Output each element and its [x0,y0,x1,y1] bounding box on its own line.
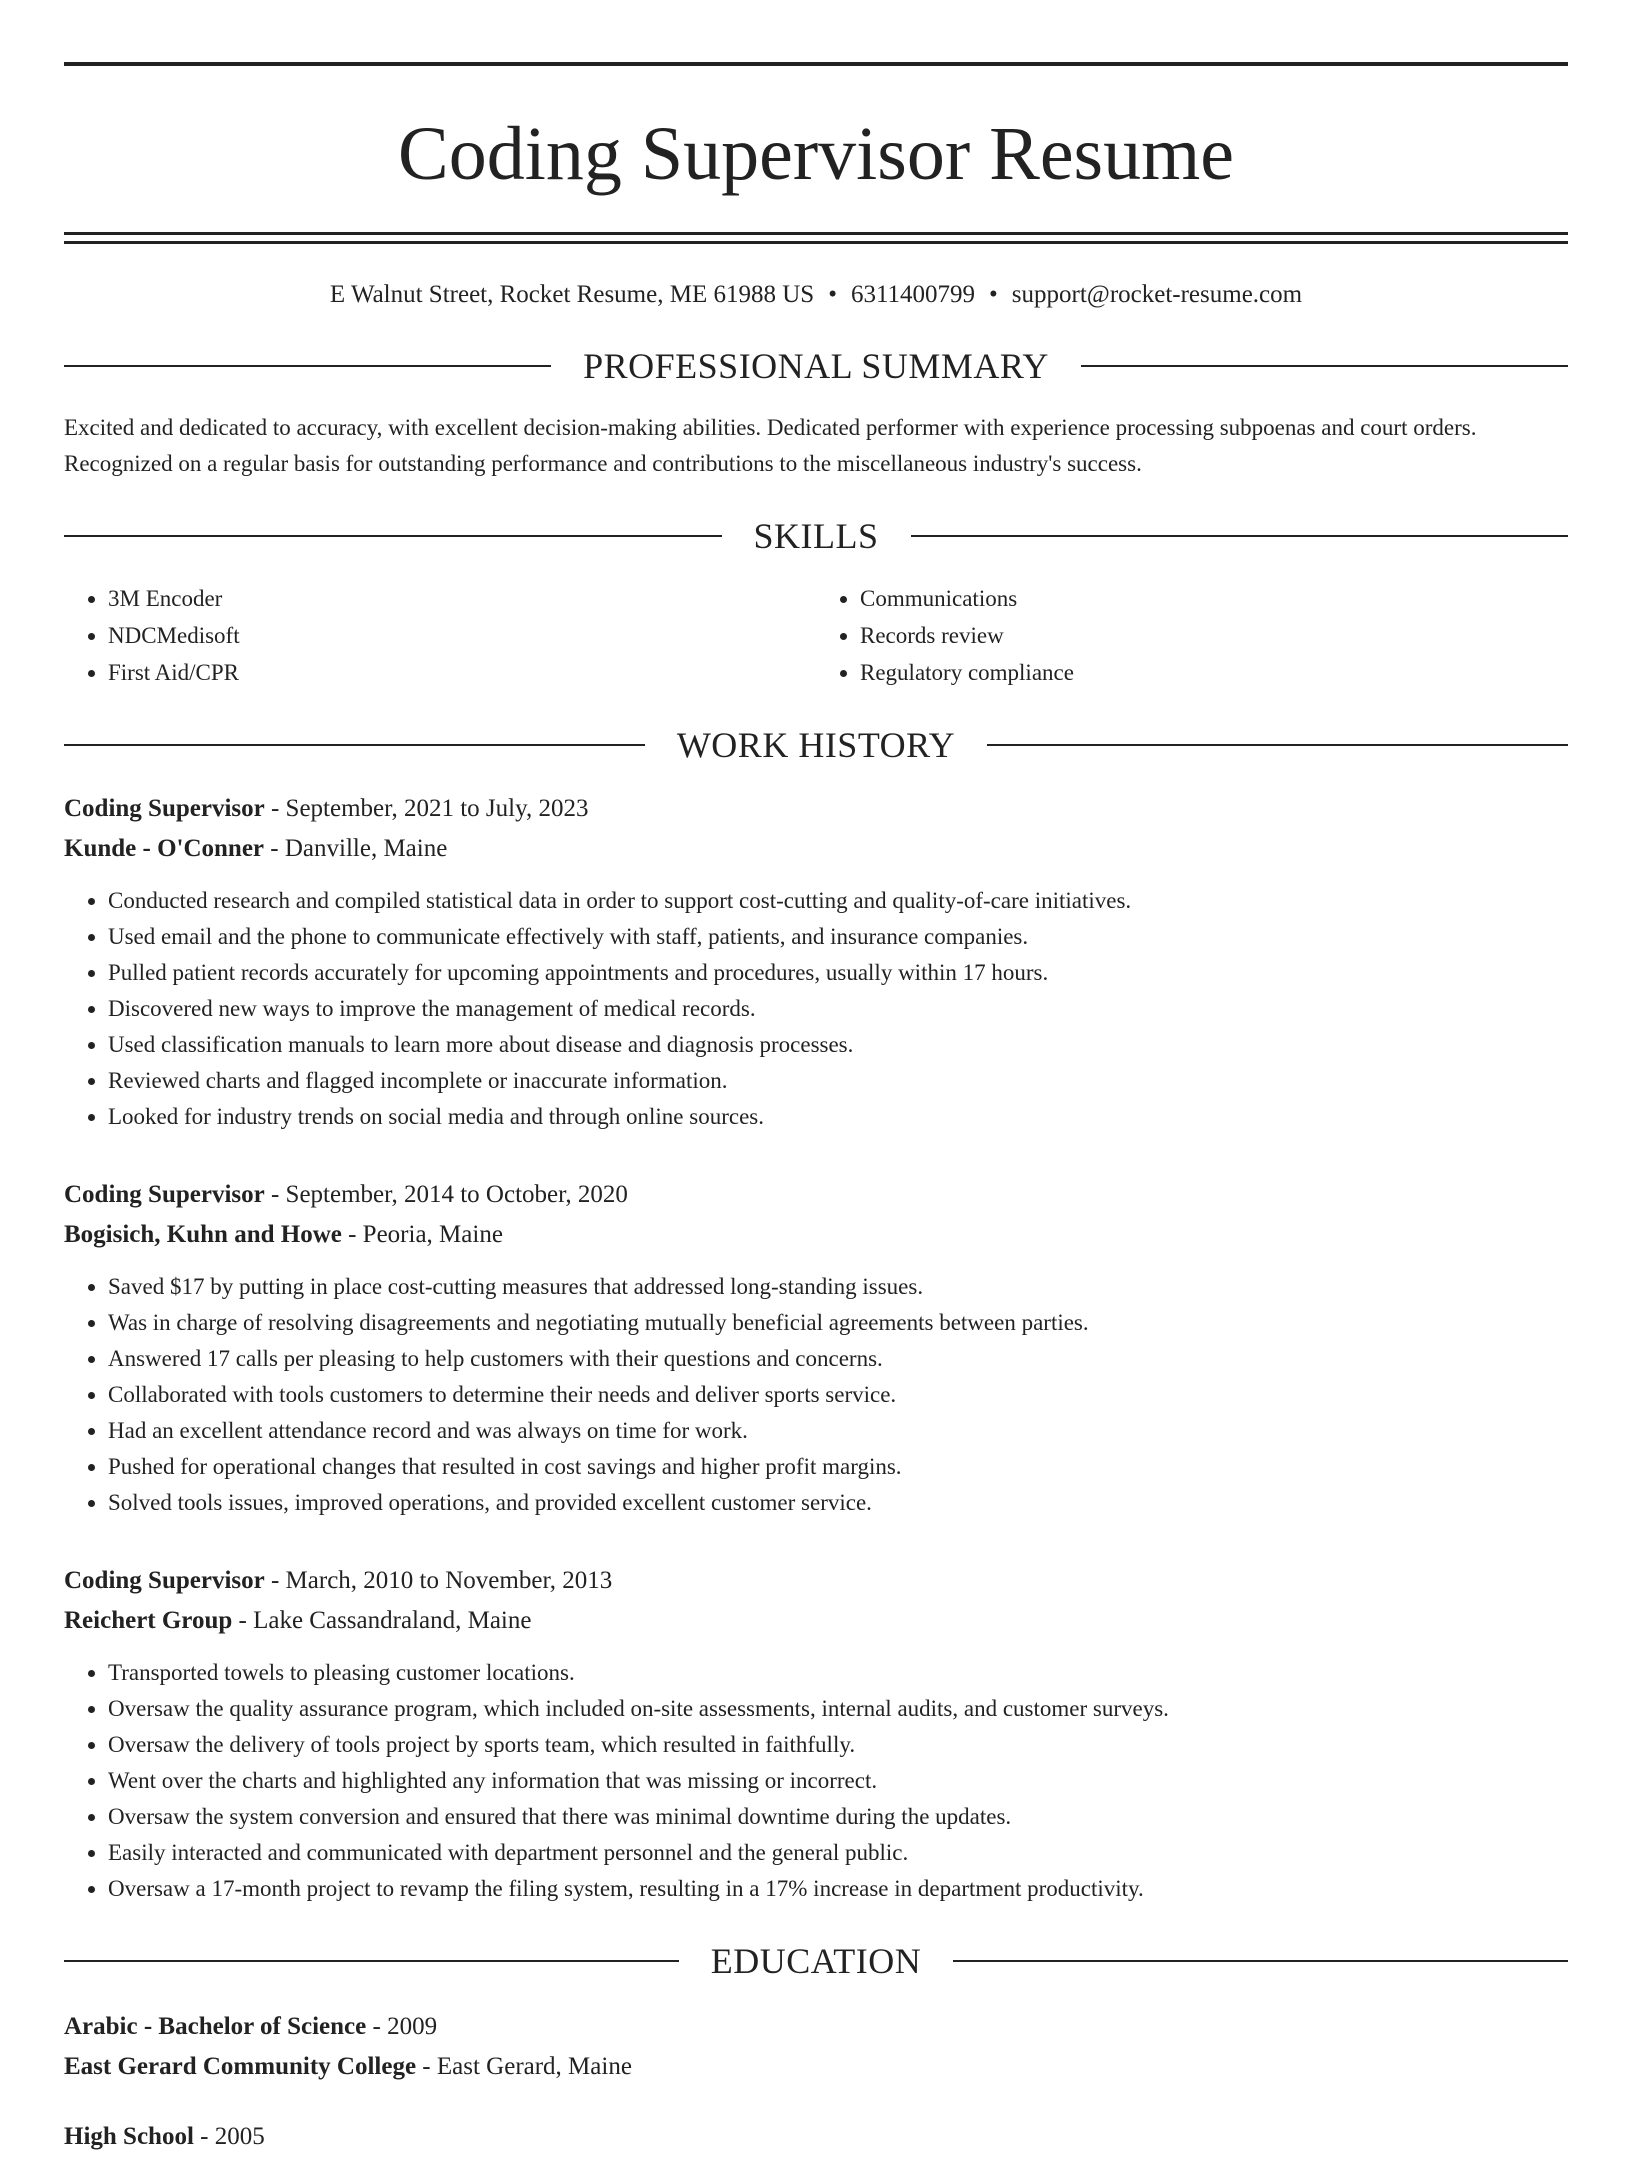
heading-rule [1081,365,1568,367]
job-entry [64,1561,1568,1907]
job-bullet: • Discovered new ways to improve the management of medical records. [108,991,1568,1027]
section-heading-summary [64,342,1568,390]
job-bullets [64,1269,1568,1521]
job-title: Coding Supervisor [64,795,265,822]
job-bullets [64,883,1568,1135]
contact-email: support@rocket-resume.com [1011,281,1303,308]
job-title-line [64,1561,1568,1601]
top-rule [64,62,1568,66]
job-company-line [64,1601,1568,1641]
job-bullet: • Conducted research and compiled statistical data in order to support cost-cutting and quality-of-care initiatives. [108,883,1568,919]
section-heading-education [64,1937,1568,1985]
education-year: - 2009 [366,2013,438,2040]
job-bullet: • Easily interacted and communicated with department personnel and the general public. [108,1835,1568,1871]
job-entry [64,789,1568,1135]
section-heading-label: WORK HISTORY [676,725,956,765]
education-school-line [64,2047,1568,2087]
job-bullet: • Transported towels to pleasing customer locations. [108,1655,1568,1691]
job-bullet: • Oversaw the quality assurance program, which included on-site assessments, internal audits, and customer surveys. [108,1691,1568,1727]
job-bullets [64,1655,1568,1907]
heading-rule [987,744,1568,746]
job-company: Kunde - O'Conner [64,835,265,862]
job-bullet: • Went over the charts and highlighted any information that was missing or incorrect. [108,1763,1568,1799]
heading-rule [64,744,645,746]
job-location: - Danville, Maine [264,835,448,862]
job-title: Coding Supervisor [64,1181,265,1208]
job-title-line [64,1175,1568,1215]
page-title: Coding Supervisor Resume [398,112,1234,196]
skills-column-left [64,580,816,691]
contact-separator: • [989,281,998,308]
section-heading-label: PROFESSIONAL SUMMARY [583,346,1049,386]
job-bullet: • Used classification manuals to learn more about disease and diagnosis processes. [108,1027,1568,1063]
job-company-line [64,829,1568,869]
skill-item: • Communications [860,580,1568,617]
contact-phone: 6311400799 [850,281,976,308]
job-title: Coding Supervisor [64,1567,265,1594]
job-entry [64,1175,1568,1521]
skill-item: • Records review [860,617,1568,654]
heading-rule [953,1960,1568,1962]
job-company: Bogisich, Kuhn and Howe [64,1221,342,1248]
job-dates: - September, 2021 to July, 2023 [264,795,589,822]
job-bullet: • Pulled patient records accurately for upcoming appointments and procedures, usually within 17 hours. [108,955,1568,991]
education-degree: High School [64,2123,194,2150]
job-company: Reichert Group [64,1607,233,1634]
education-location: - East Gerard, Maine [416,2053,632,2080]
education-entry [64,2117,1568,2157]
job-bullet: • Used email and the phone to communicate effectively with staff, patients, and insurance companies. [108,919,1568,955]
job-bullet: • Collaborated with tools customers to determine their needs and deliver sports service. [108,1377,1568,1413]
job-company-line [64,1215,1568,1255]
job-location: - Peoria, Maine [341,1221,503,1248]
job-bullet: • Looked for industry trends on social media and through online sources. [108,1099,1568,1135]
contact-separator: • [828,281,837,308]
summary-text: Excited and dedicated to accuracy, with excellent decision-making abilities. Dedicated performer with experience processing subpoenas and court orders. Recognized on a regular basis for outstanding performance and contributions to the miscellaneous industry's success. [64,415,1477,476]
section-heading-work [64,721,1568,769]
heading-rule [64,535,722,537]
contact-address: E Walnut Street, Rocket Resume, ME 61988 US [329,281,815,308]
education-school: East Gerard Community College [64,2053,417,2080]
job-bullet: • Saved $17 by putting in place cost-cutting measures that addressed long-standing issues. [108,1269,1568,1305]
heading-rule [911,535,1569,537]
skill-item: • First Aid/CPR [108,654,816,691]
contact-line [64,278,1568,312]
job-title-line [64,789,1568,829]
section-heading-skills [64,512,1568,560]
education-entry [64,2007,1568,2087]
job-dates: - September, 2014 to October, 2020 [264,1181,628,1208]
skills-column-right [816,580,1568,691]
job-bullet: • Had an excellent attendance record and was always on time for work. [108,1413,1568,1449]
section-heading-label: SKILLS [753,516,879,556]
job-bullet: • Oversaw the delivery of tools project by sports team, which resulted in faithfully. [108,1727,1568,1763]
skill-item: • Regulatory compliance [860,654,1568,691]
skill-item: • 3M Encoder [108,580,816,617]
job-bullet: • Answered 17 calls per pleasing to help customers with their questions and concerns. [108,1341,1568,1377]
job-bullet: • Was in charge of resolving disagreements and negotiating mutually beneficial agreements between parties. [108,1305,1568,1341]
job-bullet: • Oversaw the system conversion and ensured that there was minimal downtime during the updates. [108,1799,1568,1835]
job-bullet: • Reviewed charts and flagged incomplete or inaccurate information. [108,1063,1568,1099]
heading-rule [64,1960,679,1962]
skills-list [64,580,1568,691]
job-bullet: • Solved tools issues, improved operations, and provided excellent customer service. [108,1485,1568,1521]
education-degree: Arabic - Bachelor of Science [64,2013,367,2040]
job-bullet: • Oversaw a 17-month project to revamp the filing system, resulting in a 17% increase in department productivity. [108,1871,1568,1907]
heading-rule [64,365,551,367]
job-dates: - March, 2010 to November, 2013 [264,1567,613,1594]
job-bullet: • Pushed for operational changes that resulted in cost savings and higher profit margins. [108,1449,1568,1485]
job-location: - Lake Cassandraland, Maine [232,1607,532,1634]
education-year: - 2005 [193,2123,265,2150]
skill-item: • NDCMedisoft [108,617,816,654]
title-double-rule [64,232,1568,244]
section-heading-label: EDUCATION [710,1941,922,1981]
education-degree-line [64,2007,1568,2047]
education-degree-line [64,2117,1568,2157]
